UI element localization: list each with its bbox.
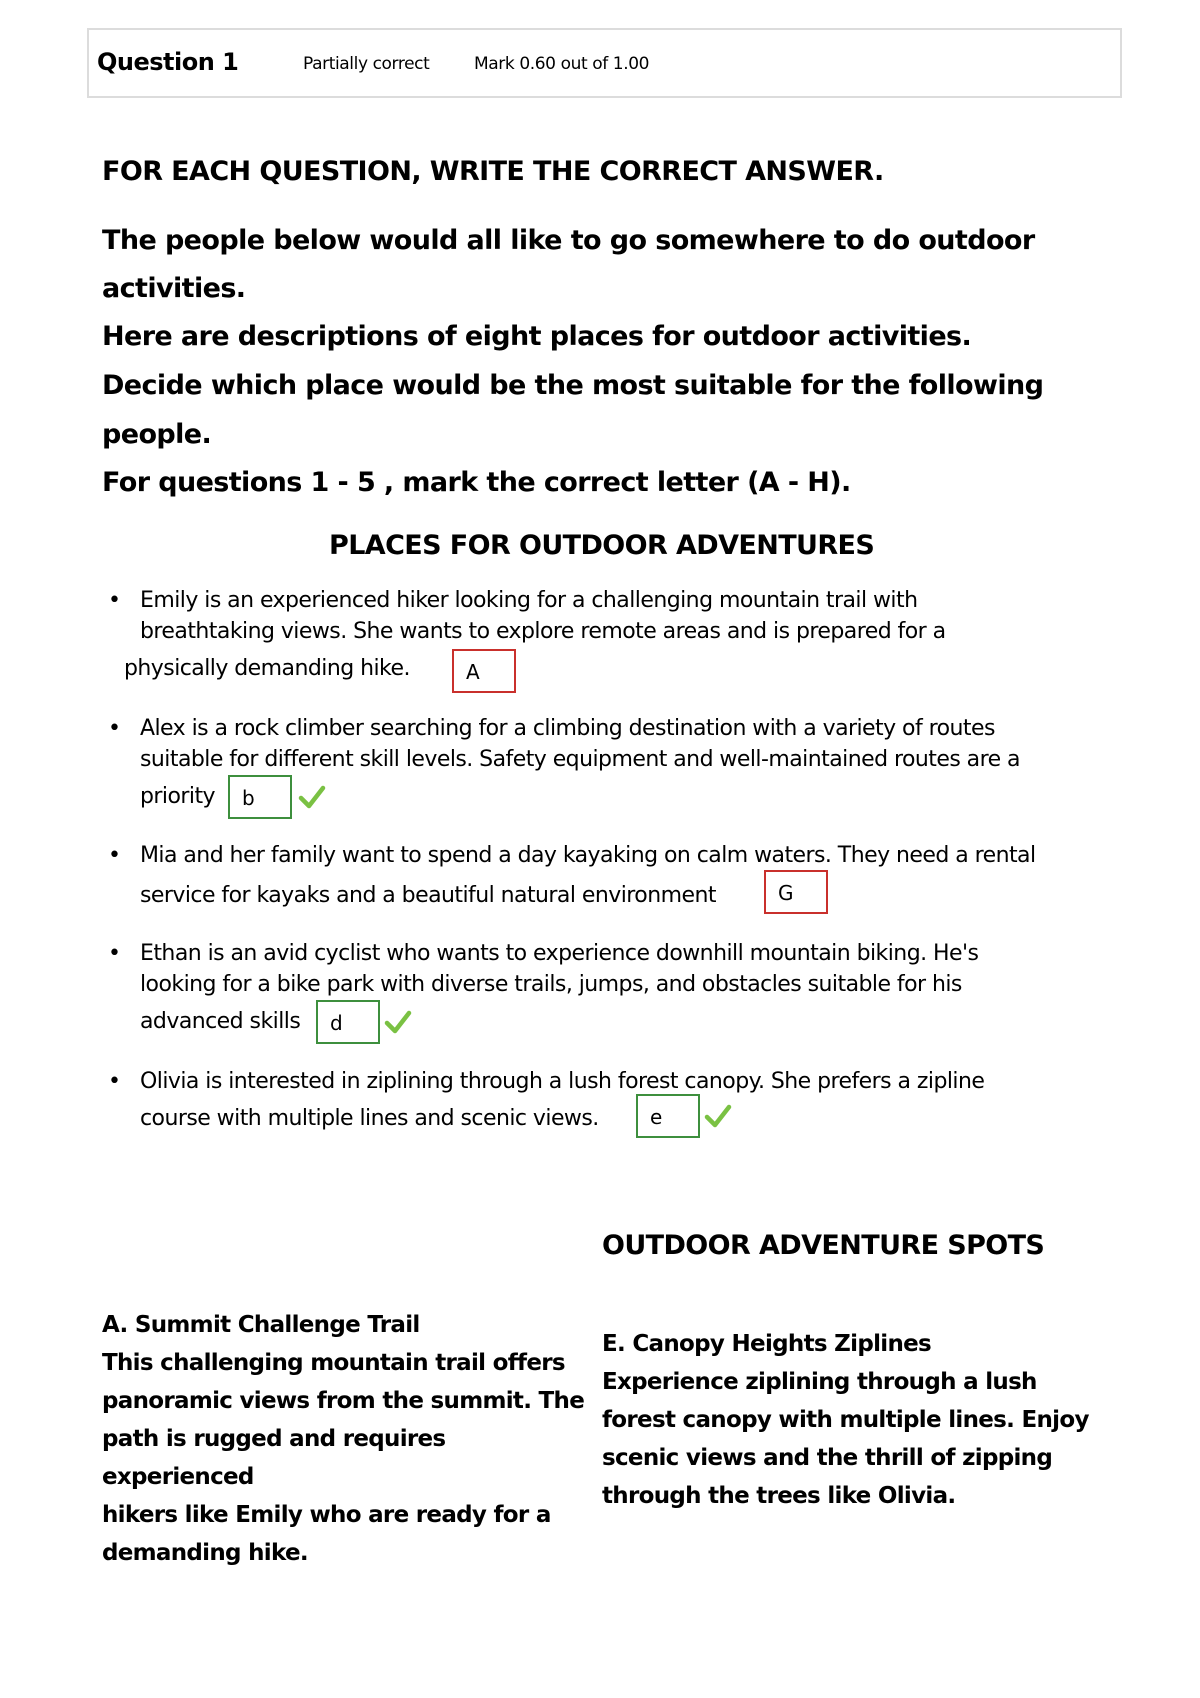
instructions-heading: FOR EACH QUESTION, WRITE THE CORRECT ANSWER. [102,156,884,187]
list-item [108,1066,1108,1146]
item-text: service for kayaks and a beautiful natural environment [140,883,716,908]
spot-line: panoramic views from the summit. The [102,1388,585,1414]
item-text: priority [140,784,215,809]
list-item [108,938,1108,1048]
item-text: Ethan is an avid cyclist who wants to experience downhill mountain biking. He's [140,941,979,966]
instructions-line: Decide which place would be the most suitable for the following [102,370,1044,401]
item-text: Emily is an experienced hiker looking for a challenging mountain trail with [140,588,918,613]
list-item [108,713,1108,823]
spot-line: This challenging mountain trail offers [102,1350,565,1376]
bullet: • [108,941,121,966]
item-text: looking for a bike park with diverse trails, jumps, and obstacles suitable for his [140,972,962,997]
bullet: • [108,716,121,741]
spot-line: hikers like Emily who are ready for a [102,1502,551,1528]
check-icon [298,783,326,811]
item-text: Olivia is interested in ziplining through a lush forest canopy. She prefers a zipline [140,1069,985,1094]
instructions-line: Here are descriptions of eight places for outdoor activities. [102,321,972,352]
answer-input[interactable]: e [636,1094,700,1138]
question-number: Question 1 [97,48,239,76]
instructions-line: activities. [102,273,246,304]
bullet: • [108,588,121,613]
answer-input[interactable]: b [228,775,292,819]
spot-a [102,1306,602,1572]
list-item [108,840,1108,920]
bullet: • [108,843,121,868]
spot-title: A. Summit Challenge Trail [102,1312,420,1338]
question-state: Partially correct [303,54,430,74]
check-icon [384,1008,412,1036]
spot-e [602,1325,1122,1515]
spot-line: path is rugged and requires experienced [102,1426,446,1490]
item-text: breathtaking views. She wants to explore remote areas and is prepared for a [140,619,946,644]
spot-line: through the trees like Olivia. [602,1483,956,1509]
question-grade: Mark 0.60 out of 1.00 [474,54,650,74]
instructions-line: For questions 1 - 5 , mark the correct letter (A - H). [102,467,851,498]
item-text: Alex is a rock climber searching for a climbing destination with a variety of routes [140,716,995,741]
spot-line: demanding hike. [102,1540,308,1566]
list-item [108,585,1108,695]
item-text: Mia and her family want to spend a day kayaking on calm waters. They need a rental [140,843,1036,868]
check-icon [704,1102,732,1130]
question-info-bar [87,28,1122,98]
bullet: • [108,1069,121,1094]
answer-input[interactable]: d [316,1000,380,1044]
item-text: physically demanding hike. [124,656,410,681]
places-title: PLACES FOR OUTDOOR ADVENTURES [329,530,875,561]
answer-input[interactable]: A [452,649,516,693]
spot-title: E. Canopy Heights Ziplines [602,1331,932,1357]
spot-line: Experience ziplining through a lush [602,1369,1037,1395]
item-text: course with multiple lines and scenic views. [140,1106,599,1131]
item-text: suitable for different skill levels. Safety equipment and well-maintained routes are a [140,747,1020,772]
spot-line: forest canopy with multiple lines. Enjoy [602,1407,1089,1433]
instructions-line: people. [102,419,212,450]
answer-input[interactable]: G [764,870,828,914]
instructions-line: The people below would all like to go somewhere to do outdoor [102,225,1035,256]
spot-line: scenic views and the thrill of zipping [602,1445,1053,1471]
item-text: advanced skills [140,1009,301,1034]
spots-title: OUTDOOR ADVENTURE SPOTS [602,1230,1045,1261]
